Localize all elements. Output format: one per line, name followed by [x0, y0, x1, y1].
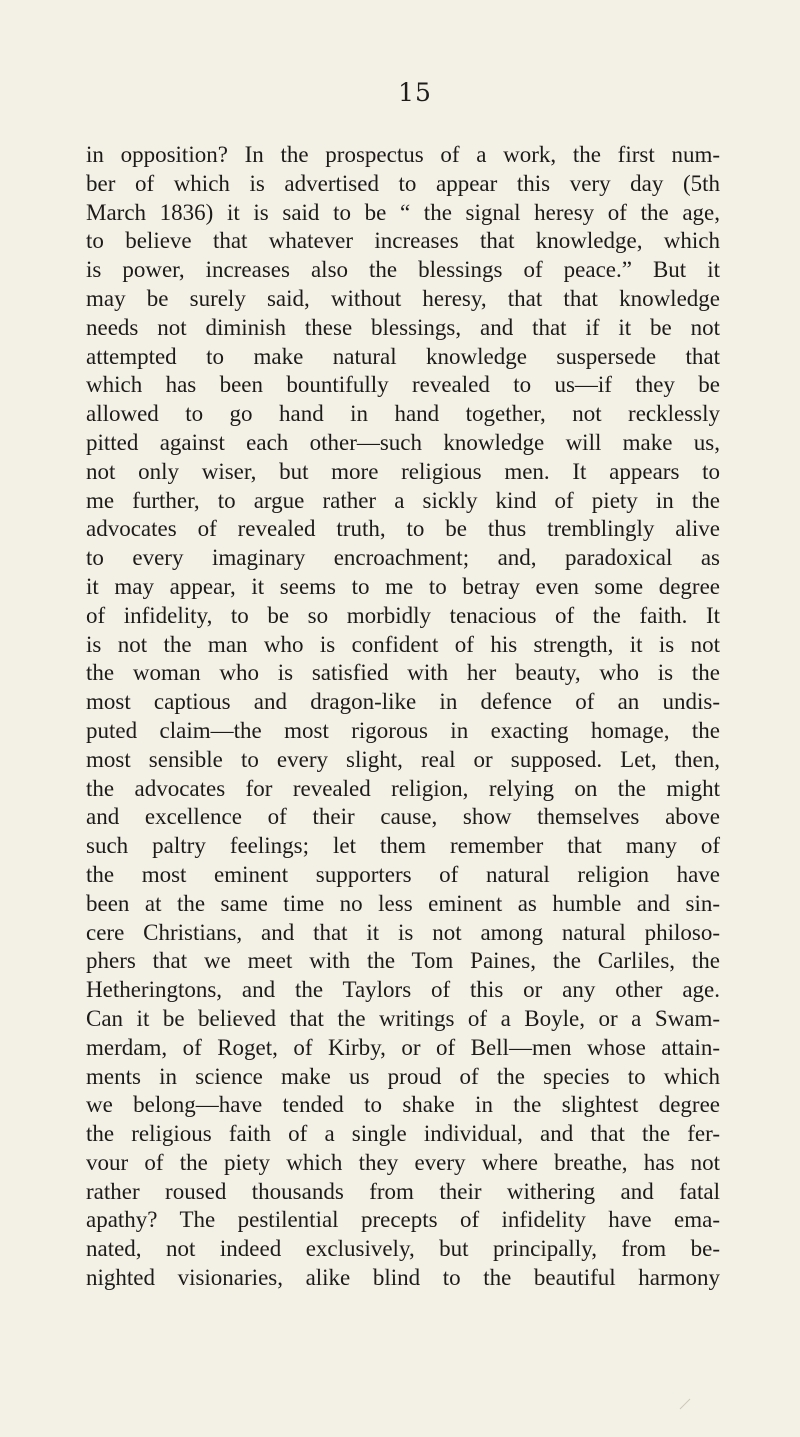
text-line: advocates of revealed truth, to be thus tremblingly alive: [86, 516, 720, 542]
text-line: attempted to make natural knowledge suspersede that: [86, 343, 720, 369]
text-line: and excellence of their cause, show themselves above: [86, 804, 720, 830]
text-line: allowed to go hand in hand together, not recklessly: [86, 401, 720, 427]
text-line: pitted against each other—such knowledge will make us,: [86, 429, 720, 455]
text-line: it may appear, it seems to me to betray even some degree: [86, 573, 720, 599]
pencil-mark-icon: [678, 1397, 692, 1411]
text-line: not only wiser, but more religious men. It appears to: [86, 458, 720, 484]
text-line: apathy? The pestilential precepts of infidelity have ema-: [86, 1207, 720, 1233]
text-line: the religious faith of a single individual, and that the fer-: [86, 1121, 720, 1147]
text-line: rather roused thousands from their withering and fatal: [86, 1178, 720, 1204]
text-line: Hetheringtons, and the Taylors of this or any other age.: [86, 977, 720, 1003]
text-line: March 1836) it is said to be “ the signal heresy of the age,: [86, 199, 720, 225]
text-line: the most eminent supporters of natural religion have: [86, 861, 720, 887]
text-line: is power, increases also the blessings of peace.” But it: [86, 257, 720, 283]
text-line: we belong—have tended to shake in the slightest degree: [86, 1092, 720, 1118]
text-line: may be surely said, without heresy, that that knowledge: [86, 285, 720, 311]
text-line: ments in science make us proud of the species to which: [86, 1063, 720, 1089]
text-line: the advocates for revealed religion, relying on the might: [86, 775, 720, 801]
text-line: needs not diminish these blessings, and that if it be not: [86, 314, 720, 340]
text-line: vour of the piety which they every where breathe, has not: [86, 1149, 720, 1175]
text-line: me further, to argue rather a sickly kind of piety in the: [86, 487, 720, 513]
text-line: the woman who is satisfied with her beauty, who is the: [86, 660, 720, 686]
text-line: is not the man who is confident of his strength, it is not: [86, 631, 720, 657]
page-number: 15: [398, 78, 432, 107]
text-line: most sensible to every slight, real or supposed. Let, then,: [86, 746, 720, 772]
text-line: ber of which is advertised to appear this very day (5th: [86, 170, 720, 196]
body-text: [86, 141, 720, 1293]
text-line: been at the same time no less eminent as humble and sin-: [86, 890, 720, 916]
text-line: to every imaginary encroachment; and, paradoxical as: [86, 545, 720, 571]
text-line: merdam, of Roget, of Kirby, or of Bell—men whose attain-: [86, 1034, 720, 1060]
text-line: which has been bountifully revealed to us—if they be: [86, 372, 720, 398]
text-line: of infidelity, to be so morbidly tenacious of the faith. It: [86, 602, 720, 628]
text-line: nated, not indeed exclusively, but principally, from be-: [86, 1236, 720, 1262]
text-line: Can it be believed that the writings of a Boyle, or a Swam-: [86, 1005, 720, 1031]
text-line: puted claim—the most rigorous in exacting homage, the: [86, 717, 720, 743]
text-line: phers that we meet with the Tom Paines, the Carliles, the: [86, 948, 720, 974]
text-line: cere Christians, and that it is not among natural philoso-: [86, 919, 720, 945]
text-line: most captious and dragon-like in defence of an undis-: [86, 689, 720, 715]
text-line: such paltry feelings; let them remember that many of: [86, 833, 720, 859]
text-line: nighted visionaries, alike blind to the beautiful harmony: [86, 1265, 720, 1291]
text-line: to believe that whatever increases that knowledge, which: [86, 228, 720, 254]
text-line: in opposition? In the prospectus of a work, the first num-: [86, 142, 720, 167]
